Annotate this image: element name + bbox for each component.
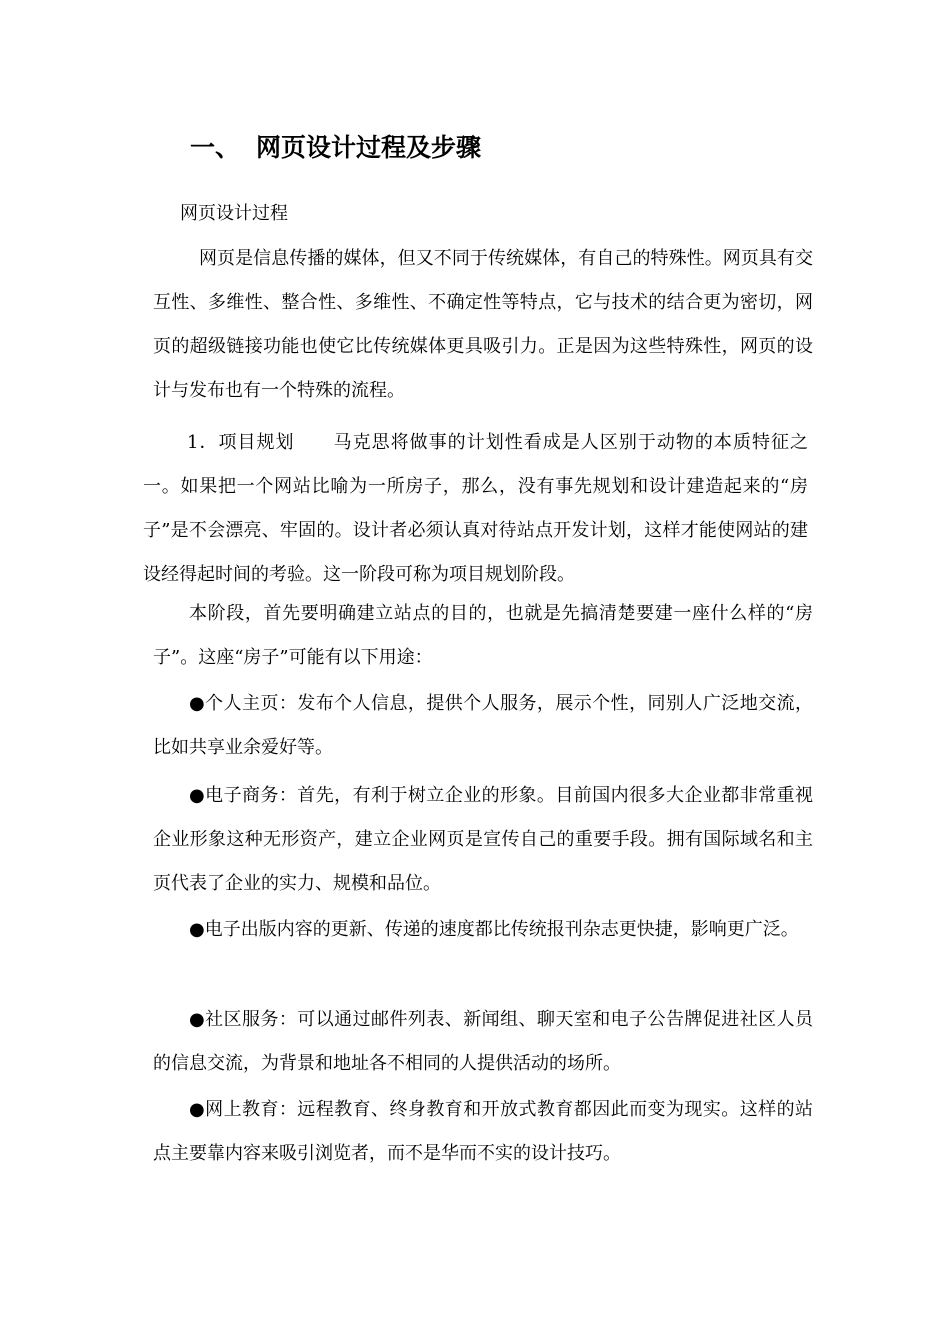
step-1-label: 1．项目规划 — [187, 432, 295, 453]
step-1-text: 马克思将做事的计划性看成是人区别于动物的本质特征之一。如果把一个网站比喻为一所房子，那么，没有事先规划和设计建造起来的“房子”是不会漂亮、牢固的。设计者必须认真对待站点开发计划，这样才能使网站的建设经得起时间的考验。这一阶段可称为项目规划阶段。 — [143, 432, 809, 585]
use-item-online-education: ●网上教育：远程教育、终身教育和开放式教育都因此而变为现实。这样的站点主要靠内容来吸引浏览者，而不是华而不实的设计技巧。 — [153, 1099, 813, 1164]
use-item-personal-homepage: ●个人主页：发布个人信息，提供个人服务，展示个性，同别人广泛地交流，比如共享业余爱好等。 — [153, 693, 813, 758]
step-1-paragraph — [143, 421, 808, 597]
use-item-e-commerce: ●电子商务：首先，有利于树立企业的形象。目前国内很多大企业都非常重视企业形象这种无形资产，建立企业网页是宣传自己的重要手段。拥有国际域名和主页代表了企业的实力、规模和品位。 — [153, 785, 813, 894]
section-heading — [190, 130, 481, 166]
section-title: 网页设计过程及步骤 — [256, 133, 482, 162]
use-item-e-publishing: ●电子出版内容的更新、传递的速度都比传统报刊杂志更快捷，影响更广泛。 — [189, 919, 799, 940]
use-item-community-service: ●社区服务：可以通过邮件列表、新闻组、聊天室和电子公告牌促进社区人员的信息交流，为背景和地址各不相同的人提供活动的场所。 — [153, 1009, 813, 1074]
stage-paragraph: 本阶段，首先要明确建立站点的目的，也就是先搞清楚要建一座什么样的“房子”。这座“房子”可能有以下用途： — [153, 603, 813, 668]
intro-paragraph: 网页是信息传播的媒体，但又不同于传统媒体，有自己的特殊性。网页具有交互性、多维性、整合性、多维性、不确定性等特点，它与技术的结合更为密切，网页的超级链接功能也使它比传统媒体更具吸引力。正是因为这些特殊性，网页的设计与发布也有一个特殊的流程。 — [153, 248, 813, 401]
section-number: 一、 — [190, 133, 241, 162]
subheading: 网页设计过程 — [180, 203, 288, 224]
